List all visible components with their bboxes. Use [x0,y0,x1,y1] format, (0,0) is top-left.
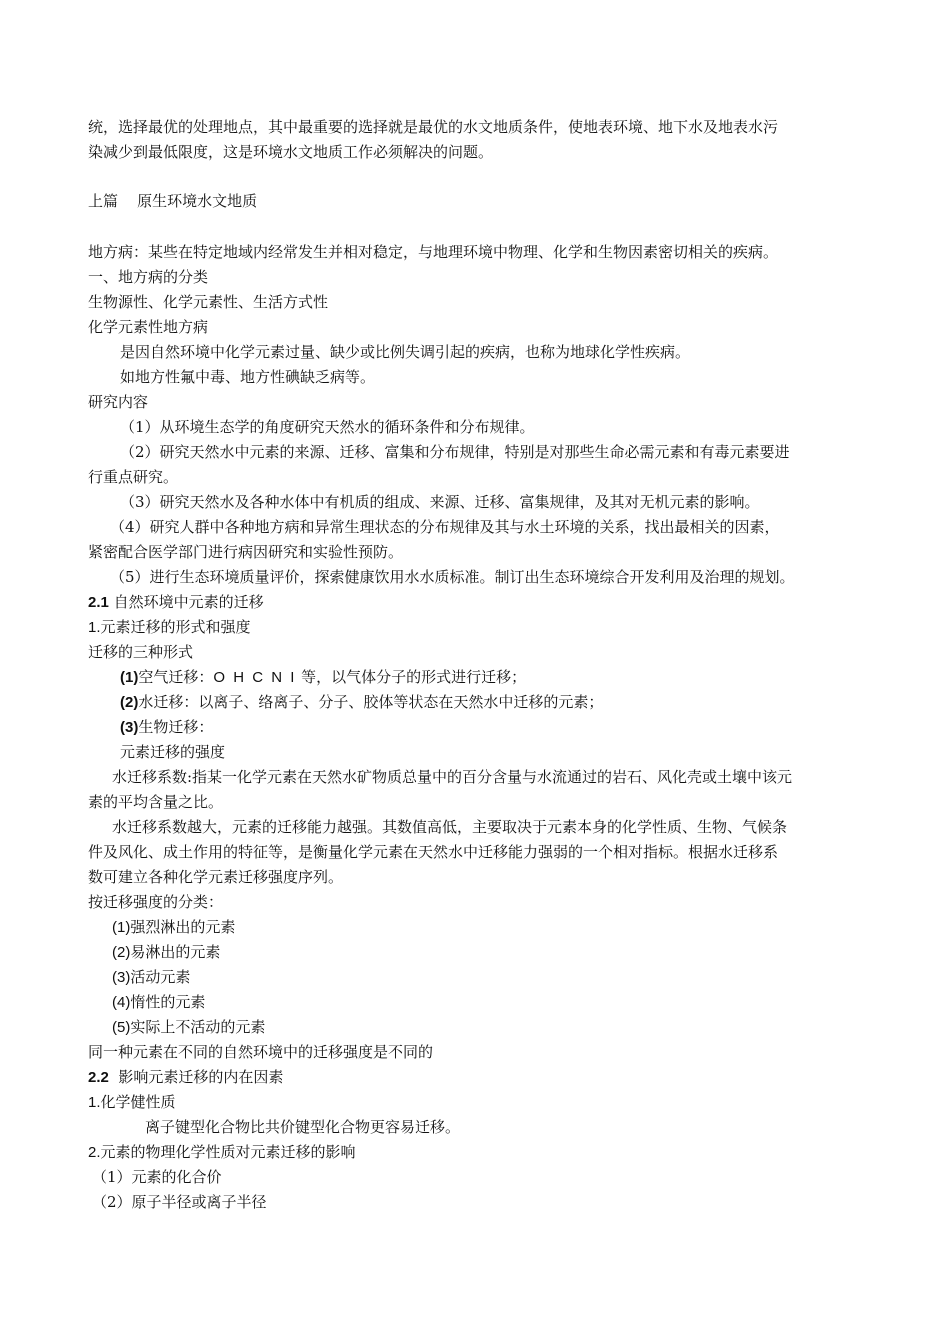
subsection-2-heading [88,1141,356,1164]
intensity-class-4 [112,991,205,1014]
coefficient-def-line-2: 素的平均含量之比。 [88,793,224,811]
intro-line-1: 统，选择最优的处理地点，其中最重要的选择就是最优的水文地质条件，使地表环境、地下水及地表水污 [88,118,779,136]
form-item-number: (1) [120,669,139,686]
research-item-4-line-1: （4）研究人群中各种地方病和异常生理状态的分布规律及其与水土环境的关系，找出最相关的因素， [110,518,780,536]
subsection-1-text: 离子键型化合物比共价键型化合物更容易迁移。 [145,1118,461,1136]
class-text: 强烈淋出的元素 [130,918,236,936]
class-number: (2) [112,944,131,961]
form-item-2 [120,691,603,714]
coefficient-def-line-1: 水迁移系数:指某一化学元素在天然水矿物质总量中的百分含量与水流通过的岩石、风化壳或土壤中该元 [112,768,793,786]
intensity-class-heading: 按迁移强度的分类： [88,893,224,911]
section-title: 自然环境中元素的迁移 [108,593,264,611]
section-2-2-heading [88,1066,283,1089]
subsection-title: 元素的物理化学性质对元素迁移的影响 [100,1143,356,1161]
form-item-3 [120,716,213,739]
classification-types: 生物源性、化学元素性、生活方式性 [88,293,329,311]
section-2-1-heading [88,591,264,614]
section-title: 影响元素迁移的内在因素 [108,1068,284,1086]
coefficient-para-line-1: 水迁移系数越大，元素的迁移能力越强。其数值高低，主要取决于元素本身的化学性质、生物、气候条 [112,818,788,836]
subsection-heading [88,616,251,639]
research-item-3: （3）研究天然水及各种水体中有机质的组成、来源、迁移、富集规律，及其对无机元素的影响。 [120,493,760,511]
class-number: (5) [112,1019,131,1036]
classification-heading: 一、地方病的分类 [88,268,209,286]
form-item-number: (2) [120,694,139,711]
section-number: 2.1 [88,594,109,611]
coefficient-para-line-3: 数可建立各种化学元素迁移强度序列。 [88,868,344,886]
chem-endemic-heading: 化学元素性地方病 [88,318,209,336]
intensity-class-3 [112,966,190,989]
intensity-class-2 [112,941,220,964]
class-text: 惰性的元素 [130,993,206,1011]
subsection-2-item-2: （2）原子半径或离子半径 [92,1193,267,1211]
chem-endemic-desc: 是因自然环境中化学元素过量、缺少或比例失调引起的疾病，也称为地球化学性疾病。 [120,343,691,361]
research-item-4-line-2: 紧密配合医学部门进行病因研究和实验性预防。 [88,543,404,561]
coefficient-para-line-2: 件及风化、成土作用的特征等，是衡量化学元素在天然水中迁移能力强弱的一个相对指标。根据水迁移系 [88,843,779,861]
part-title: 上篇 原生环境水文地质 [88,192,258,210]
forms-heading: 迁移的三种形式 [88,643,194,661]
research-item-2-line-2: 行重点研究。 [88,468,179,486]
research-item-2-line-1: （2）研究天然水中元素的来源、迁移、富集和分布规律，特别是对那些生命必需元素和有毒元素要进 [120,443,790,461]
endemic-definition: 地方病：某些在特定地域内经常发生并相对稳定，与地理环境中物理、化学和生物因素密切相关的疾病。 [88,243,779,261]
form-item-text: 水迁移：以离子、络离子、分子、胶体等状态在天然水中迁移的元素； [138,693,604,711]
intensity-note: 同一种元素在不同的自然环境中的迁移强度是不同的 [88,1043,434,1061]
research-item-1: （1）从环境生态学的角度研究天然水的循环条件和分布规律。 [120,418,535,436]
form-item-label: 空气迁移： [138,668,214,686]
subsection-title: 化学健性质 [100,1093,176,1111]
subsection-number: 2. [88,1144,101,1161]
form-item-elements: O H C N I [213,669,297,686]
intensity-heading: 元素迁移的强度 [120,743,226,761]
class-text: 活动元素 [130,968,191,986]
class-number: (4) [112,994,131,1011]
intensity-class-5 [112,1016,265,1039]
subsection-1-heading [88,1091,176,1114]
research-heading: 研究内容 [88,393,149,411]
section-number: 2.2 [88,1069,109,1086]
form-item-text: 等，以气体分子的形式进行迁移； [296,668,527,686]
intensity-class-1 [112,916,235,939]
subsection-2-item-1: （1）元素的化合价 [92,1168,222,1186]
class-number: (3) [112,969,131,986]
class-text: 实际上不活动的元素 [130,1018,266,1036]
class-text: 易淋出的元素 [130,943,221,961]
intro-line-2: 染减少到最低限度，这是环境水文地质工作必须解决的问题。 [88,143,494,161]
chem-endemic-example: 如地方性氟中毒、地方性碘缺乏病等。 [120,368,376,386]
form-item-number: (3) [120,719,139,736]
subsection-number: 1. [88,619,101,636]
form-item-text: 生物迁移： [138,718,214,736]
form-item-1 [120,666,526,689]
class-number: (1) [112,919,131,936]
research-item-5: （5）进行生态环境质量评价，探索健康饮用水水质标准。制订出生态环境综合开发利用及治理的规划。 [110,568,795,586]
subsection-title: 元素迁移的形式和强度 [100,618,251,636]
subsection-number: 1. [88,1094,101,1111]
